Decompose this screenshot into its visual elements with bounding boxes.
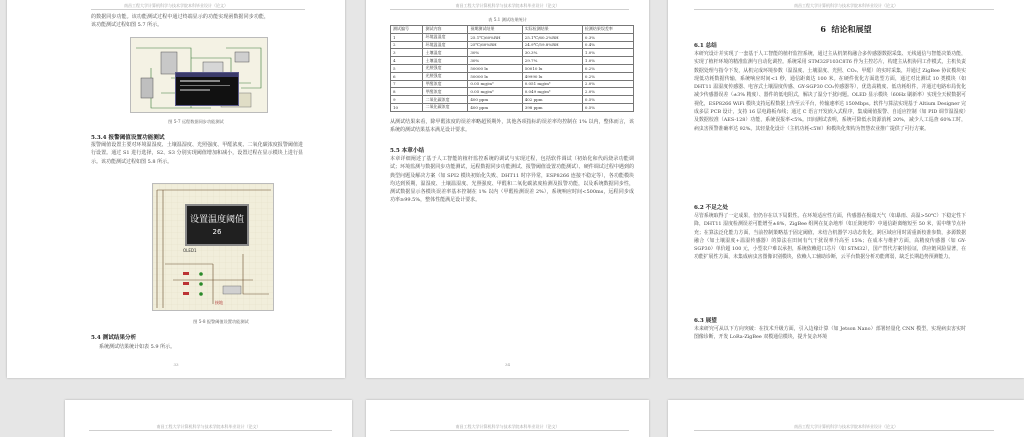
table-row: [391, 80, 634, 88]
table-cell: 50000 lx: [468, 72, 522, 80]
table-cell: 30%: [468, 57, 522, 65]
page-header: 南昌工程大学计算机科学与技术学院本科毕业设计（论文）: [794, 424, 898, 429]
chapter-title: 6 结论和展望: [820, 24, 872, 34]
header-rule: [390, 9, 629, 10]
table-cell: 49990 lx: [522, 72, 582, 80]
table-cell: 24.9℃/59.8%RH: [522, 41, 582, 49]
document-page-3: [668, 0, 1024, 378]
table-cell: 30%: [468, 49, 522, 57]
figure-caption: 图 5-7 远程数据同步功能测试: [168, 119, 224, 124]
table-cell: 2: [391, 41, 423, 49]
page-number: 33: [173, 362, 179, 367]
table-cell: 0.5%: [582, 103, 633, 111]
table-cell: 0.5%: [582, 96, 633, 104]
table-cell: 0.2%: [582, 72, 633, 80]
body-paragraph: 尽管系统取得了一定成果，但仍存在以下局限性。在环境适应性方面，传感器在极端天气（如暴雨、高温>50℃）下稳定性下降，DHT11 湿度检测误差可能增至±8%，ZigBee 组网在复杂地形（如丘陵地带）中通信距离缩短至 50 米，需中继节点补充；在算法泛化能力方面，当前控制策略基于固定阈值，未结合机器学习动态优化，跨区域应用时需重新校准参数，多源数据融合（如土壤湿度+温湿传感器）的算法在田间有气干扰误率升高至 15%；在成本与维护方面，高精度传感器（如 GY-SGP30）单价超 100 元，小型农户难以承担，系统依赖进口芯片（如 STM32），国产替代方案待验证，供应链风险显著，在功能扩展性方面，未集成病虫害图像识别模块，依赖人工辅助诊断，云平台数据分析功能薄弱，缺乏长期趋势预测能力。: [694, 213, 966, 261]
body-paragraph: 的数据同步功能。该功能测试过程中通过终端显示的功能实现函数据同步功能，该功能测试过程如图 5.7 所示。: [91, 14, 269, 29]
table-cell: 2.0%: [582, 80, 633, 88]
body-paragraph: 本研究设计并实现了一套基于人工智能的植杆监控系统，通过主从机架构融合多传感器数据采集、无线通信与智能决策功能，实现了植杆环境的精准监测与自动化调控。系统采用 STM32F103C8T6 作为主控芯片，构建主从机协同工作模式，主机负责数据处理与指令下发，从机完成环境参数（温湿度、土壤湿度、光照、CO₂、甲醛）的实时采集，并通过 ZigBee 协议模块实现低功耗数据传输，系统响应时间<1 秒，通信距离达 100 米。在硬件优化方面选型方面，通过对比测试 10 类模块（如 DHT11 温湿度传感器、电容式土壤湿度传感、GY-SGP30 CO₂传感器等），优选高精度、低功耗组件，并通过电路布局优化减少传感器误差（±3% 精度）、器件的低电阻式，解决了温分干扰问题。OLED 显示模块（60Hz 刷新率）实现全天候数据可视化，ESP8266 WiFi 模块支持远程数据上传至云平台，传输速率达 150Mbps。软件与算法实现基于 Altium Designer 完成多层 PCB 设计，支持 16 层电路板布线；通过 C 语言开发嵌入式程序，集成阈值报警、自适应控制（如 PID 调节温湿度）及数据校准（AES-128）功能，系统误报率<5%。田间测试表明，系统可降低水资源消耗 20%，减少人工巡查 60%工时，病虫害预警准确率达 92%。其轻量化设计（主机功耗<5W）和模块化架构为智慧农业推广提供了可行方案。: [694, 51, 966, 132]
section-heading: 5.4 测试结果分析: [91, 335, 137, 341]
table-cell: 土壤湿度: [423, 57, 468, 65]
body-paragraph: 未来研究可从以下方向突破：在技术升级方面，引入边缘计算（如 Jetson Nano）部署轻量化 CNN 模型，实现病虫害实时图像诊断，开发 LoRa-ZigBee 双模通信模块，提升复杂环境: [694, 326, 966, 341]
header-rule: [89, 430, 332, 431]
section-heading: 6.1 总结: [694, 43, 717, 49]
table-cell: 二氧化碳浓度: [423, 103, 468, 111]
oled-text-value: 26: [212, 228, 222, 236]
table-row: [391, 41, 634, 49]
page-header: 南昌工程大学计算机科学与技术学院本科毕业设计（论文）: [124, 3, 228, 8]
table-cell: 400 ppm: [468, 103, 522, 111]
page-header: 南昌工程大学计算机科学与技术学院本科毕业设计（论文）: [455, 424, 560, 429]
table-header-cell: 预期测试结果: [468, 26, 522, 34]
table-cell: 光照强度: [423, 64, 468, 72]
document-page-4: [65, 400, 352, 437]
table-cell: 25.1℃/60.2%RH: [522, 33, 582, 41]
page-header: 南昌工程大学计算机科学与技术学院本科毕业设计（论文）: [156, 424, 261, 429]
table-cell: 甲醛浓度: [423, 88, 468, 96]
table-row: [391, 72, 634, 80]
threshold-schematic-figure: [152, 183, 274, 311]
table-cell: 50010 lx: [522, 64, 582, 72]
table-cell: 402 ppm: [522, 96, 582, 104]
table-cell: 4: [391, 57, 423, 65]
section-heading: 5.3.4 报警阈值设置功能测试: [91, 135, 165, 141]
table-cell: 25℃/60%RH: [468, 41, 522, 49]
table-cell: 0.05 mg/m³: [468, 88, 522, 96]
page-header: 南昌工程大学计算机科学与技术学院本科毕业设计（论文）: [455, 3, 560, 8]
table-cell: 6: [391, 72, 423, 80]
table-cell: 2.0%: [582, 88, 633, 96]
table-cell: 甲醛浓度: [423, 80, 468, 88]
table-row: [391, 49, 634, 57]
table-cell: 3: [391, 49, 423, 57]
table-cell: 0.3%: [582, 33, 633, 41]
terminal-window: [175, 72, 239, 106]
table-header-row: [391, 26, 634, 34]
table-cell: 25.1℃/60%RH: [468, 33, 522, 41]
table-cell: 环境温湿度: [423, 41, 468, 49]
table-cell: 0.4%: [582, 41, 633, 49]
table-cell: 5: [391, 64, 423, 72]
table-header-cell: 测试内容: [423, 26, 468, 34]
table-header-cell: 测试编号: [391, 26, 423, 34]
table-row: [391, 33, 634, 41]
body-paragraph: 报警阈值设置主要对环境温湿度、土壤温湿度、光照强度、甲醛浓度、二氧化碳浓度报警阈值进行设置。通过 S1 进行选择，S2、S3 分别实现阈值增加和减小，设置过程在显示模块上进行显示。该功能测试过程如图 5.8 所示。: [91, 142, 303, 165]
test-results-table: [390, 25, 634, 112]
document-page-5: [366, 400, 649, 437]
table-row: [391, 103, 634, 111]
body-paragraph: 本章详细阐述了基于人工智能的植杆监控系统的调试与实现过程，包括软件调试（初始化和代码烧录功能调试；环境监测与数据同步功能测试，远程数据同步功能测试、报警阈值设置功能测试）、硬件调试过程中遇到的典型问题及解决方案（如 SPI2 模块初始化失败、DHT11 时序异常，ESP8266 连接不稳定等），各功能模块均达到预期，温湿度、土壤温湿度、光照强度、甲醛和二氧化碳浓度检测及报警功能，以及系统数据同步性，测试数据显示各模块误差率基本控制在 1% 以内（甲醛检测误差 2%），系统响应时间<500ms，远程同步成功率≥99.5%，整体性能满足设计要求。: [390, 156, 634, 204]
table-cell: 10: [391, 103, 423, 111]
table-cell: 398 ppm: [522, 103, 582, 111]
table-cell: 土壤湿度: [423, 49, 468, 57]
table-cell: 0.05 mg/m³: [468, 80, 522, 88]
table-cell: 环境温湿度: [423, 33, 468, 41]
chip-label: 接地: [215, 300, 223, 305]
page-header: 南昌工程大学计算机科学与技术学院本科毕业设计（论文）: [794, 3, 898, 8]
table-cell: 9: [391, 96, 423, 104]
header-rule: [390, 430, 629, 431]
table-cell: 1.0%: [582, 49, 633, 57]
table-row: [391, 57, 634, 65]
section-heading: 6.2 不足之处: [694, 205, 729, 211]
body-paragraph: 从测试结果来看，除甲醛浓度的误差率略超预期外，其他各项指标的误差率均控制在 1% 以内，整体而言，该系统的测试结果基本满足设计要求。: [390, 119, 634, 134]
header-rule: [694, 430, 994, 431]
table-cell: 400 ppm: [468, 96, 522, 104]
oled-label: OLED1: [183, 248, 197, 253]
page-number: 34: [504, 362, 511, 367]
table-cell: 0.049 mg/m³: [522, 88, 582, 96]
header-rule: [694, 9, 994, 10]
oled-text-threshold: 设置温度阈值: [189, 215, 244, 225]
circuit-schematic-figure: [130, 37, 268, 113]
table-row: [391, 64, 634, 72]
body-paragraph: 系统测试结果统计如表 5.9 所示。: [99, 344, 176, 350]
figure-caption: 图 5-8 报警阈值设置功能测试: [193, 319, 249, 324]
table-cell: 0.051 mg/m³: [522, 80, 582, 88]
section-heading: 6.3 展望: [694, 318, 717, 324]
document-page-2: [366, 0, 649, 378]
table-cell: 8: [391, 88, 423, 96]
table-row: [391, 96, 634, 104]
table-cell: 0.2%: [582, 64, 633, 72]
table-cell: 1: [391, 33, 423, 41]
table-header-cell: 实际检测结果: [522, 26, 582, 34]
header-rule: [91, 9, 305, 10]
table-header-cell: 检测结果误差率: [582, 26, 633, 34]
table-row: [391, 88, 634, 96]
table-cell: 7: [391, 80, 423, 88]
table-caption: 表 5.1 测试结果统计: [488, 17, 527, 22]
oled-display: [185, 204, 249, 246]
table-cell: 30.3%: [522, 49, 582, 57]
table-cell: 50000 lx: [468, 64, 522, 72]
table-cell: 1.0%: [582, 57, 633, 65]
document-page-6: [668, 400, 1024, 437]
table-cell: 二氧化碳浓度: [423, 96, 468, 104]
section-heading: 5.5 本章小结: [390, 148, 425, 154]
table-cell: 29.7%: [522, 57, 582, 65]
document-page-1: [7, 0, 345, 378]
table-cell: 光照强度: [423, 72, 468, 80]
